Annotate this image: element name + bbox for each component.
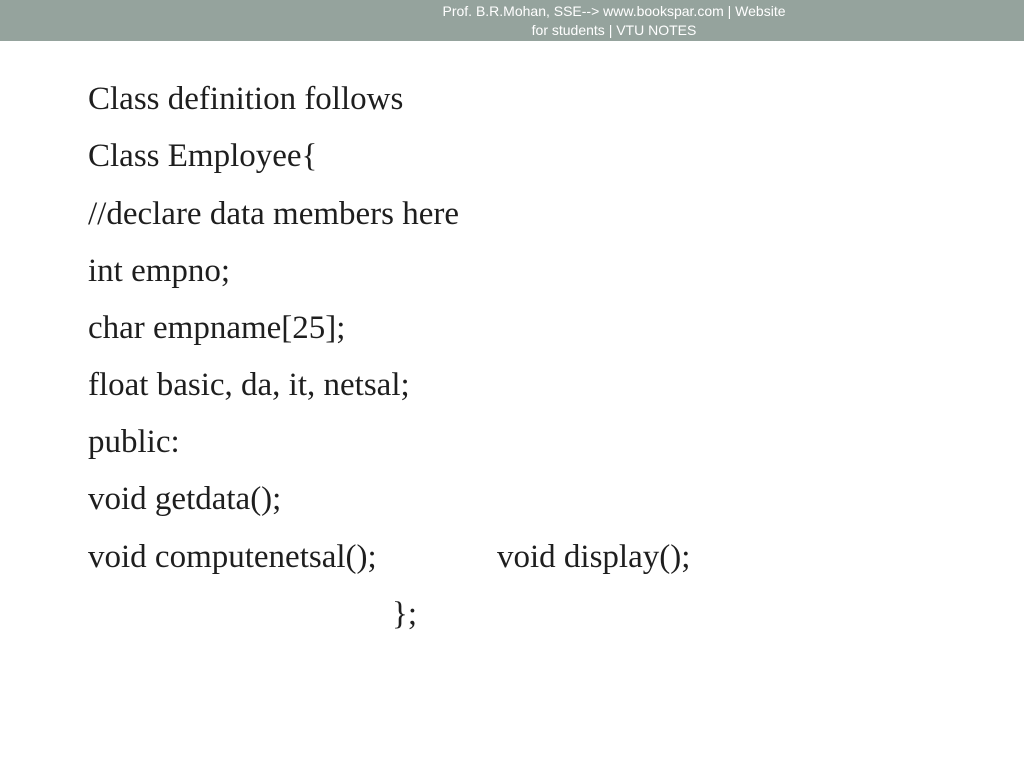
empname-member-line: char empname[25]; (88, 310, 346, 346)
class-declaration-line: Class Employee{ (88, 138, 318, 174)
slide-title-line: Class definition follows (88, 81, 404, 117)
header-credit (380, 2, 848, 40)
salary-members-line: float basic, da, it, netsal; (88, 367, 410, 403)
comment-line: //declare data members here (88, 196, 460, 232)
header-credit-line-2: for students | VTU NOTES (531, 22, 697, 38)
header-credit-line-1: Prof. B.R.Mohan, SSE--> www.bookspar.com | Website (442, 3, 786, 19)
computenetsal-method-line: void computenetsal(); (88, 539, 377, 575)
class-closing-line: }; (392, 596, 418, 632)
public-specifier-line: public: (88, 424, 180, 460)
getdata-method-line: void getdata(); (88, 481, 282, 517)
display-method-line: void display(); (497, 539, 691, 575)
header-bar (0, 0, 1024, 41)
empno-member-line: int empno; (88, 253, 231, 289)
